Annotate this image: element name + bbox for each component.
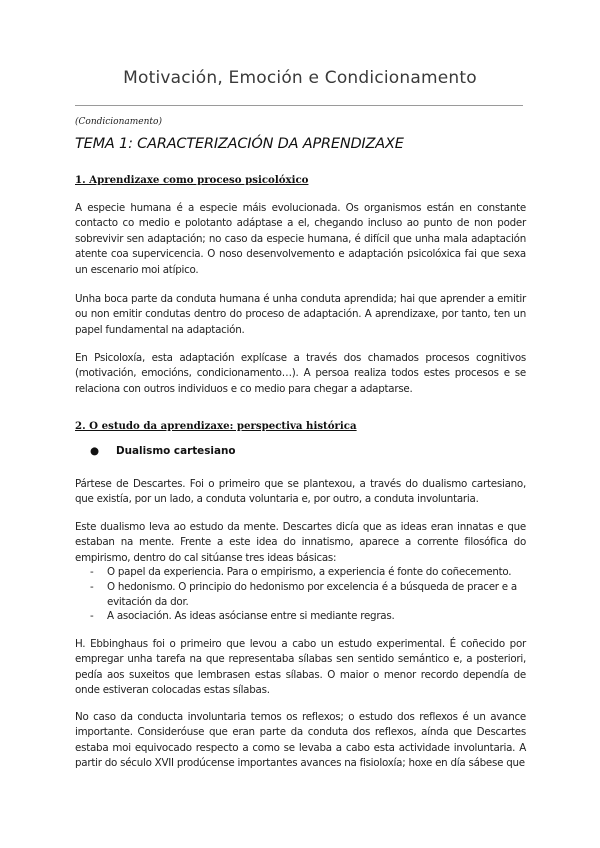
list-item [90,565,526,580]
list-item-text: O hedonismo. O principio do hedonismo por excelencia é a búsqueda de pracer e a evitación da dor. [107,581,517,609]
bullet-item [90,445,236,457]
paragraph: No caso da conducta involuntaria temos os reflexos; o estudo dos reflexos é un avance importante. Consideróuse que eran parte da conduta dos reflexos, aínda que Descartes estaba moi equivocado respecto a como se levaba a cabo esta actividade involuntaria. A partir do século XVII prodúcense importantes avances na fisioloxía; hoxe en día sábese que [75,711,526,770]
bullet-dot-icon: ● [90,445,100,457]
paragraph: En Psicoloxía, esta adaptación explícase a través dos chamados procesos cognitivos (motivación, emocións, condicionamento…). A persoa realiza todos estes procesos e se relaciona con outros individuos e co medio para chegar a adaptarse. [75,352,526,395]
list-item [90,609,526,624]
section-2-heading: 2. O estudo da aprendizaxe: perspectiva histórica [75,420,357,432]
paragraph: A especie humana é a especie máis evolucionada. Os organismos están en constante contacto co medio e polotanto adáptase a el, chegando incluso ao punto de non poder sobrevivir sen adaptación; no caso da especie humana, é difícil que unha mala adaptación atente coa supervicencia. O noso desenvolvemento e adaptación psicolóxica fai que sexa un escenario moi atípico. [75,202,526,276]
dash-marker: - [90,610,94,622]
document-title: Motivación, Emoción e Condicionamento [123,68,477,88]
list-item-text: A asociación. As ideas asócianse entre si mediante regras. [107,610,395,622]
list-item [90,580,526,611]
subject-tag: (Condicionamento) [75,117,162,127]
paragraph: Pártese de Descartes. Foi o primeiro que se plantexou, a través do dualismo cartesiano, que existía, por un lado, a conduta voluntaria e, por outro, a conduta involuntaria. [75,478,526,506]
bullet-label: Dualismo cartesiano [116,445,236,457]
paragraph: Este dualismo leva ao estudo da mente. Descartes dicía que as ideas eran innatas e que estaban na mente. Frente a este idea do innatismo, aparece a corrente filosófica do empirismo, dentro do cal sitúanse tres ideas básicas: [75,521,526,564]
dash-marker: - [90,581,94,593]
section-1-heading: 1. Aprendizaxe como proceso psicolóxico [75,174,309,186]
dash-marker: - [90,566,94,578]
list-item-text: O papel da experiencia. Para o empirismo, a experiencia é fonte do coñecemento. [107,566,512,578]
paragraph: Unha boca parte da conduta humana é unha conduta aprendida; hai que aprender a emitir ou non emitir condutas dentro do proceso de adaptación. A aprendizaxe, por tanto, ten un papel fundamental na adaptación. [75,293,526,336]
title-divider [75,105,523,106]
paragraph: H. Ebbinghaus foi o primeiro que levou a cabo un estudo experimental. É coñecido por empregar unha tarefa na que representaba sílabas sen sentido semántico e, a posteriori, pedía aos suxeitos que lembrasen estas sílabas. O maior o menor recordo dependía de onde estiveran colocadas estas sílabas. [75,638,526,697]
tema-title: TEMA 1: CARACTERIZACIÓN DA APRENDIZAXE [75,136,404,152]
